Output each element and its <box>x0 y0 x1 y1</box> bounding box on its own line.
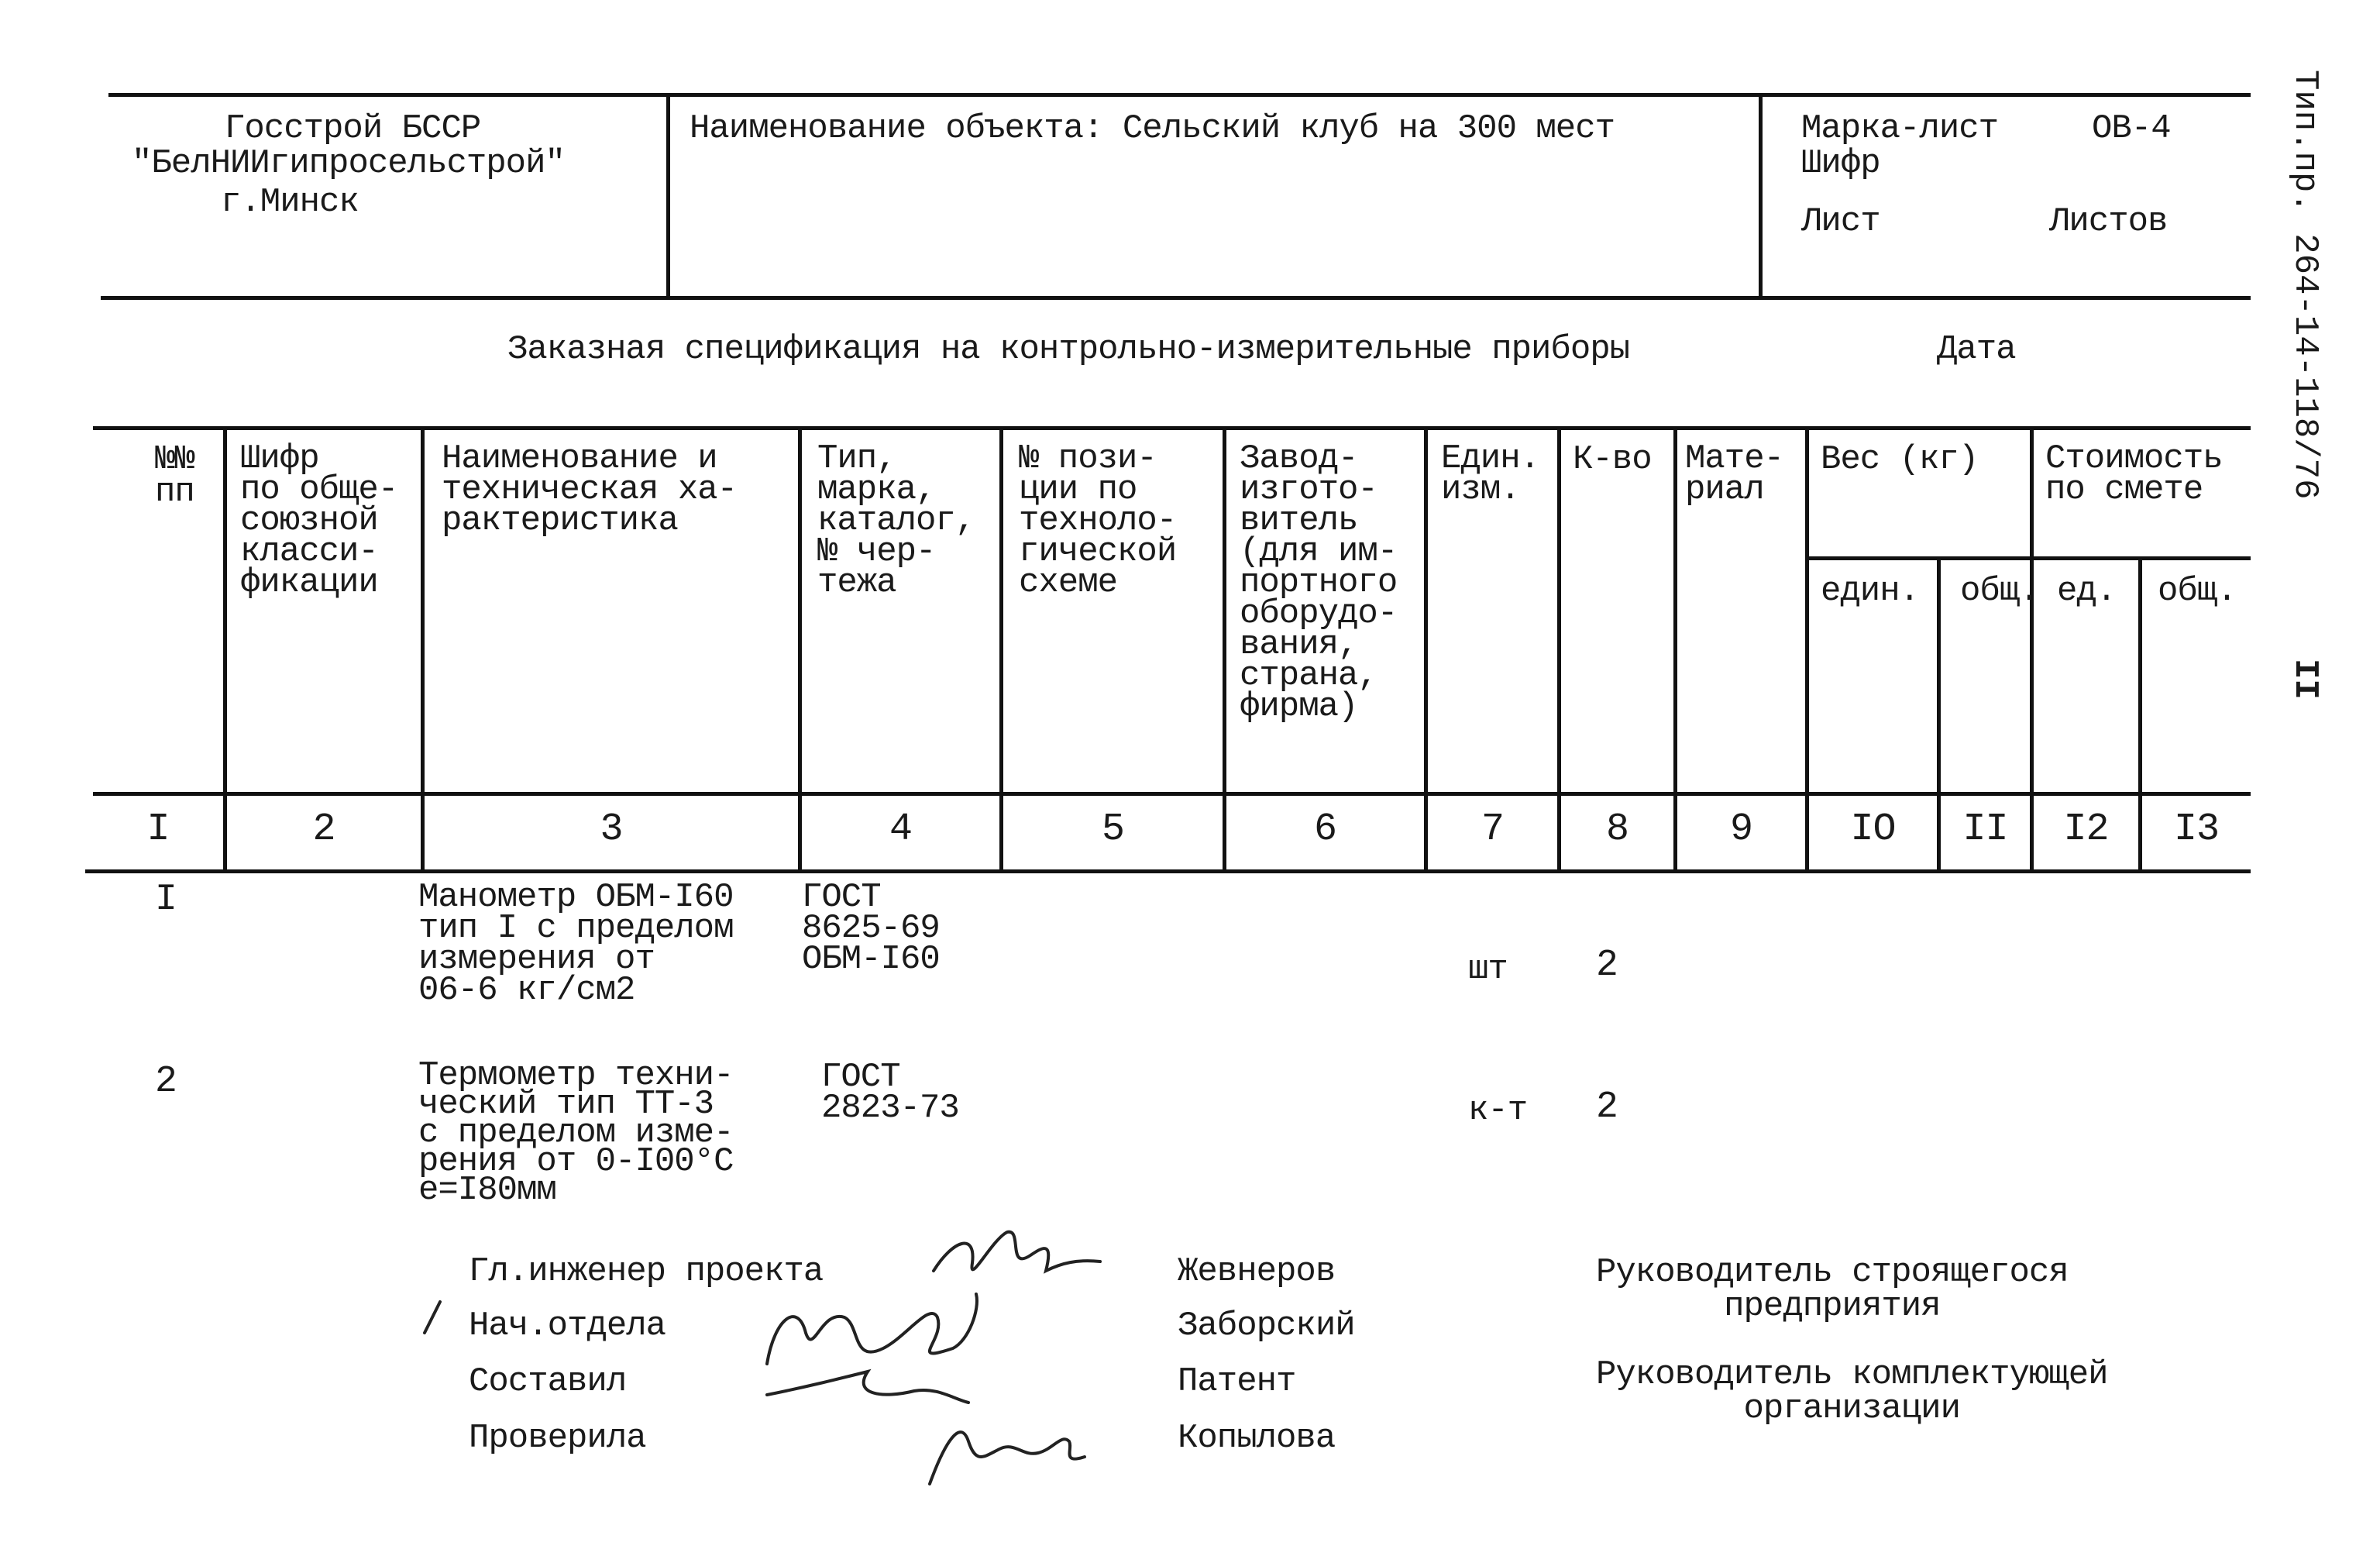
manager-supply: Руководитель комплектующей организации <box>1596 1355 2108 1428</box>
header-material: Мате- риал <box>1685 439 1784 509</box>
column-number: I3 <box>2173 807 2219 852</box>
header-number: №№ пп <box>155 440 194 511</box>
header-cost-total: общ. <box>2158 572 2237 611</box>
column-number: I <box>146 807 170 852</box>
org-line-2: "БелНИИгипросельстрой" <box>132 144 565 183</box>
project-code: Тип.пр. 264-14-118/76 <box>2285 70 2324 500</box>
name-checked-by: Копылова <box>1178 1419 1336 1458</box>
row-2-number: 2 <box>155 1061 177 1103</box>
header-manufacturer: Завод- изгото- витель (для им- портного оборудо- вания, страна, фирма) <box>1240 439 1398 726</box>
role-checked-by: Проверила <box>469 1419 646 1458</box>
row-2-name: Термометр техни- ческий тип ТТ-3 с пределом изме- рения от 0-I00°С е=I80мм <box>418 1056 734 1210</box>
header-weight-unit: един. <box>1821 572 1920 611</box>
name-chief-engineer: Жевнеров <box>1178 1252 1336 1291</box>
column-number: 9 <box>1729 807 1752 852</box>
row-1-number: I <box>155 879 177 921</box>
row-1-qty: 2 <box>1596 945 1618 986</box>
org-line-3: г.Минск <box>221 183 359 222</box>
row-1-unit: шт <box>1468 950 1508 989</box>
column-number: II <box>1962 807 2008 852</box>
manager-construction: Руководитель строящегося предприятия <box>1596 1253 2069 1326</box>
header-quantity: К-во <box>1573 440 1652 479</box>
signature-checked <box>930 1432 1085 1484</box>
column-number: 8 <box>1605 807 1629 852</box>
header-cost: Стоимость по смете <box>2045 439 2223 509</box>
role-chief-engineer: Гл.инженер проекта <box>469 1252 824 1291</box>
object-name: Наименование объекта: Сельский клуб на 300 мест <box>690 109 1615 148</box>
header-type: Тип, марка, каталог, № чер- тежа <box>817 439 975 602</box>
header-cost-unit: ед. <box>2057 572 2117 611</box>
header-name: Наименование и техническая ха- рактеристика <box>442 439 738 540</box>
column-number: 2 <box>312 807 335 852</box>
column-number: 5 <box>1101 807 1124 852</box>
header-unit: Един. изм. <box>1441 439 1540 509</box>
row-2-unit: к-т <box>1468 1091 1528 1130</box>
mark-sheet-value: ОВ-4 <box>2092 109 2171 148</box>
row-2-qty: 2 <box>1596 1086 1618 1128</box>
column-number: IO <box>1850 807 1896 852</box>
header-cipher: Шифр по обще- союзной класси- фикации <box>240 439 398 602</box>
header-position: № пози- ции по техноло- гической схеме <box>1019 439 1177 602</box>
page-number: II <box>2285 659 2324 700</box>
signature-dept-head <box>767 1294 977 1364</box>
signature-chief-engineer <box>934 1232 1100 1271</box>
name-dept-head: Заборский <box>1178 1306 1355 1345</box>
role-dept-head: Нач.отдела <box>469 1306 666 1345</box>
date-label: Дата <box>1937 330 2016 369</box>
signature-compiled <box>767 1372 968 1403</box>
row-1-name: Манометр ОБМ-I60 тип I с пределом измерения от 06-6 кг/см2 <box>418 878 734 1010</box>
column-number: 4 <box>889 807 912 852</box>
role-compiled-by: Составил <box>469 1362 627 1401</box>
column-number: 3 <box>600 807 623 852</box>
signature-tick <box>425 1302 440 1333</box>
mark-sheet-label: Марка-лист <box>1801 109 1999 148</box>
column-number: 7 <box>1481 807 1504 852</box>
org-line-1: Госстрой БССР <box>225 109 481 148</box>
sheet-label: Лист <box>1801 202 1880 241</box>
header-weight: Вес (кг) <box>1821 440 1979 479</box>
column-number: 6 <box>1313 807 1336 852</box>
column-number: I2 <box>2063 807 2109 852</box>
sheets-label: Листов <box>2049 202 2168 241</box>
doc-title: Заказная спецификация на контрольно-измерительные приборы <box>507 330 1630 369</box>
cipher-label: Шифр <box>1801 144 1880 183</box>
row-2-type: ГОСТ 2823-73 <box>821 1058 959 1127</box>
row-1-type: ГОСТ 8625-69 ОБМ-I60 <box>802 878 940 979</box>
header-weight-total: общ. <box>1960 572 2039 611</box>
name-compiled-by: Патент <box>1178 1362 1296 1401</box>
